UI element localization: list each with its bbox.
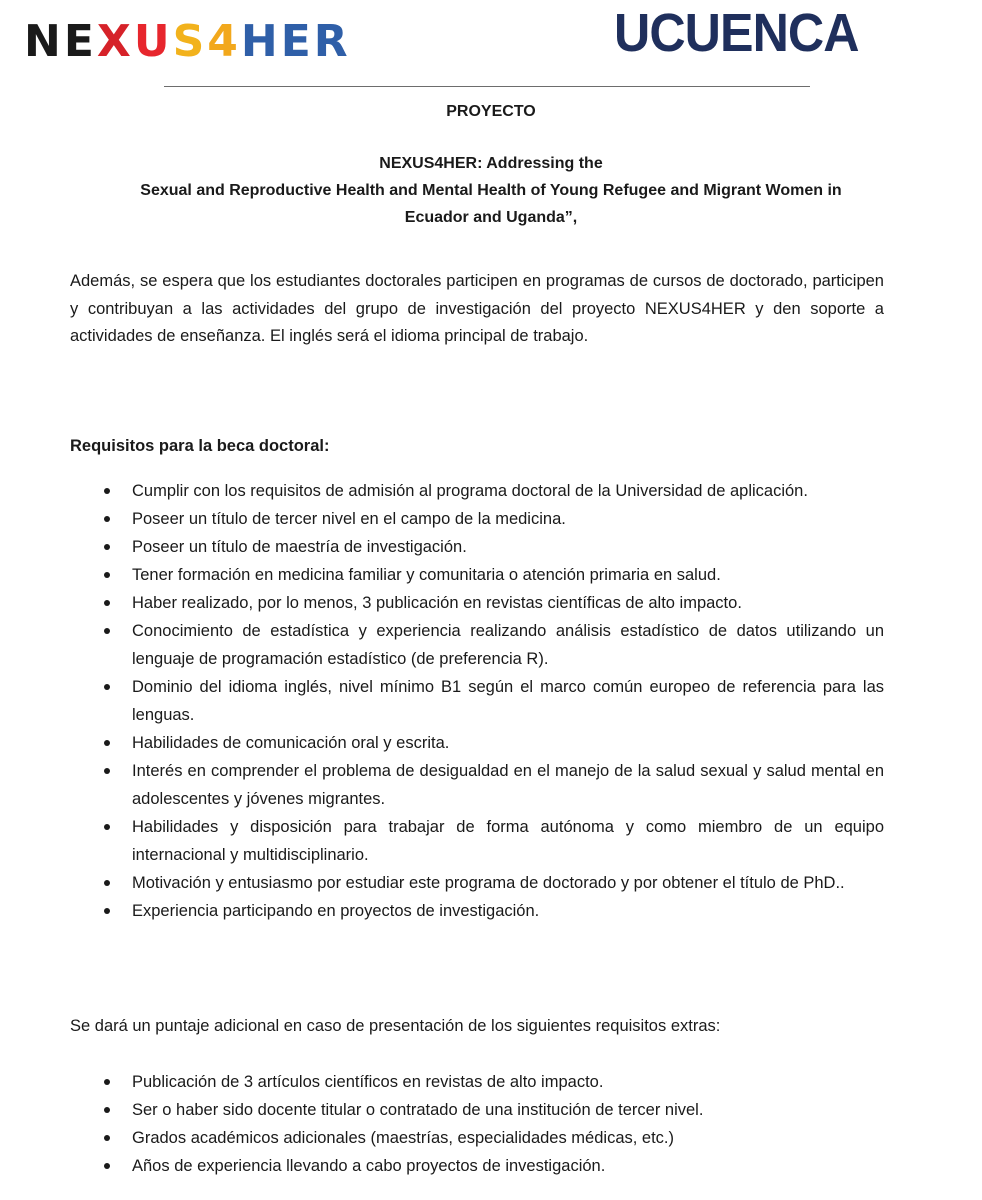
title-line: NEXUS4HER: Addressing the — [379, 155, 603, 172]
list-item — [70, 729, 884, 757]
list-item — [70, 673, 884, 729]
list-item-text: Haber realizado, por lo menos, 3 publicación en revistas científicas de alto impacto. — [132, 594, 742, 612]
list-item — [70, 757, 884, 813]
list-item — [70, 897, 884, 925]
logo-segment: X — [96, 16, 134, 67]
list-item-text: Grados académicos adicionales (maestrías, especialidades médicas, etc.) — [132, 1129, 675, 1147]
ucuenca-logo: UCUENCA — [614, 3, 859, 63]
list-item — [70, 1152, 884, 1180]
bullet-icon — [104, 684, 110, 690]
list-item — [70, 1096, 884, 1124]
list-item — [70, 533, 884, 561]
bullet-icon — [104, 824, 110, 830]
list-item — [70, 477, 884, 505]
list-item-text: Interés en comprender el problema de desigualdad en el manejo de la salud sexual y salud mental en adolescentes y jóvenes migrantes. — [132, 762, 884, 808]
header-divider — [164, 86, 810, 87]
requirements-list — [70, 477, 884, 925]
extras-intro: Se dará un puntaje adicional en caso de presentación de los siguientes requisitos extras: — [70, 1017, 721, 1035]
list-item-text: Dominio del idioma inglés, nivel mínimo B1 según el marco común europeo de referencia para las lenguas. — [132, 678, 884, 724]
bullet-icon — [104, 628, 110, 634]
list-item — [70, 1068, 884, 1096]
bullet-icon — [104, 908, 110, 914]
bullet-icon — [104, 1079, 110, 1085]
bullet-icon — [104, 600, 110, 606]
bullet-icon — [104, 1135, 110, 1141]
list-item-text: Años de experiencia llevando a cabo proyectos de investigación. — [132, 1157, 606, 1175]
logo-segment: 4 — [207, 16, 241, 67]
bullet-icon — [104, 572, 110, 578]
logo-segment: HER — [240, 16, 351, 67]
bullet-icon — [104, 1163, 110, 1169]
project-title — [40, 150, 942, 231]
logo-segment: NE — [24, 16, 97, 67]
title-line: Sexual and Reproductive Health and Mental Health of Young Refugee and Migrant Women in — [140, 182, 842, 199]
list-item — [70, 813, 884, 869]
list-item — [70, 589, 884, 617]
bullet-icon — [104, 1107, 110, 1113]
list-item — [70, 505, 884, 533]
bullet-icon — [104, 516, 110, 522]
list-item-text: Poseer un título de maestría de investigación. — [132, 538, 467, 556]
list-item-text: Tener formación en medicina familiar y comunitaria o atención primaria en salud. — [132, 566, 721, 584]
requirements-heading: Requisitos para la beca doctoral: — [70, 437, 330, 455]
list-item-text: Habilidades de comunicación oral y escrita. — [132, 734, 450, 752]
list-item-text: Cumplir con los requisitos de admisión al programa doctoral de la Universidad de aplicación. — [132, 482, 808, 500]
list-item — [70, 617, 884, 673]
logo-segment: U — [133, 16, 173, 67]
list-item-text: Motivación y entusiasmo por estudiar este programa de doctorado y por obtener el título de PhD.. — [132, 874, 845, 892]
list-item — [70, 561, 884, 589]
bullet-icon — [104, 768, 110, 774]
list-item-text: Publicación de 3 artículos científicos en revistas de alto impacto. — [132, 1073, 604, 1091]
intro-paragraph: Además, se espera que los estudiantes doctorales participen en programas de cursos de doctorado, participen y contribuyan a las actividades del grupo de investigación del proyecto NEXUS4HER y den soporte a actividades de enseñanza. El inglés será el idioma principal de trabajo. — [70, 272, 884, 345]
list-item-text: Habilidades y disposición para trabajar de forma autónoma y como miembro de un equipo internacional y multidisciplinario. — [132, 818, 884, 864]
title-line: Ecuador and Uganda”, — [404, 209, 578, 226]
list-item-text: Conocimiento de estadística y experiencia realizando análisis estadístico de datos utilizando un lenguaje de programación estadístico (de preferencia R). — [132, 622, 884, 668]
bullet-icon — [104, 488, 110, 494]
project-label: PROYECTO — [446, 103, 536, 120]
list-item-text: Poseer un título de tercer nivel en el campo de la medicina. — [132, 510, 566, 528]
nexus4her-logo — [24, 17, 351, 67]
document-header — [0, 0, 982, 90]
bullet-icon — [104, 740, 110, 746]
extras-list — [70, 1068, 884, 1180]
bullet-icon — [104, 544, 110, 550]
list-item-text: Ser o haber sido docente titular o contratado de una institución de tercer nivel. — [132, 1101, 704, 1119]
list-item — [70, 869, 884, 897]
list-item-text: Experiencia participando en proyectos de investigación. — [132, 902, 540, 920]
bullet-icon — [104, 880, 110, 886]
logo-segment: S — [172, 16, 208, 67]
list-item — [70, 1124, 884, 1152]
